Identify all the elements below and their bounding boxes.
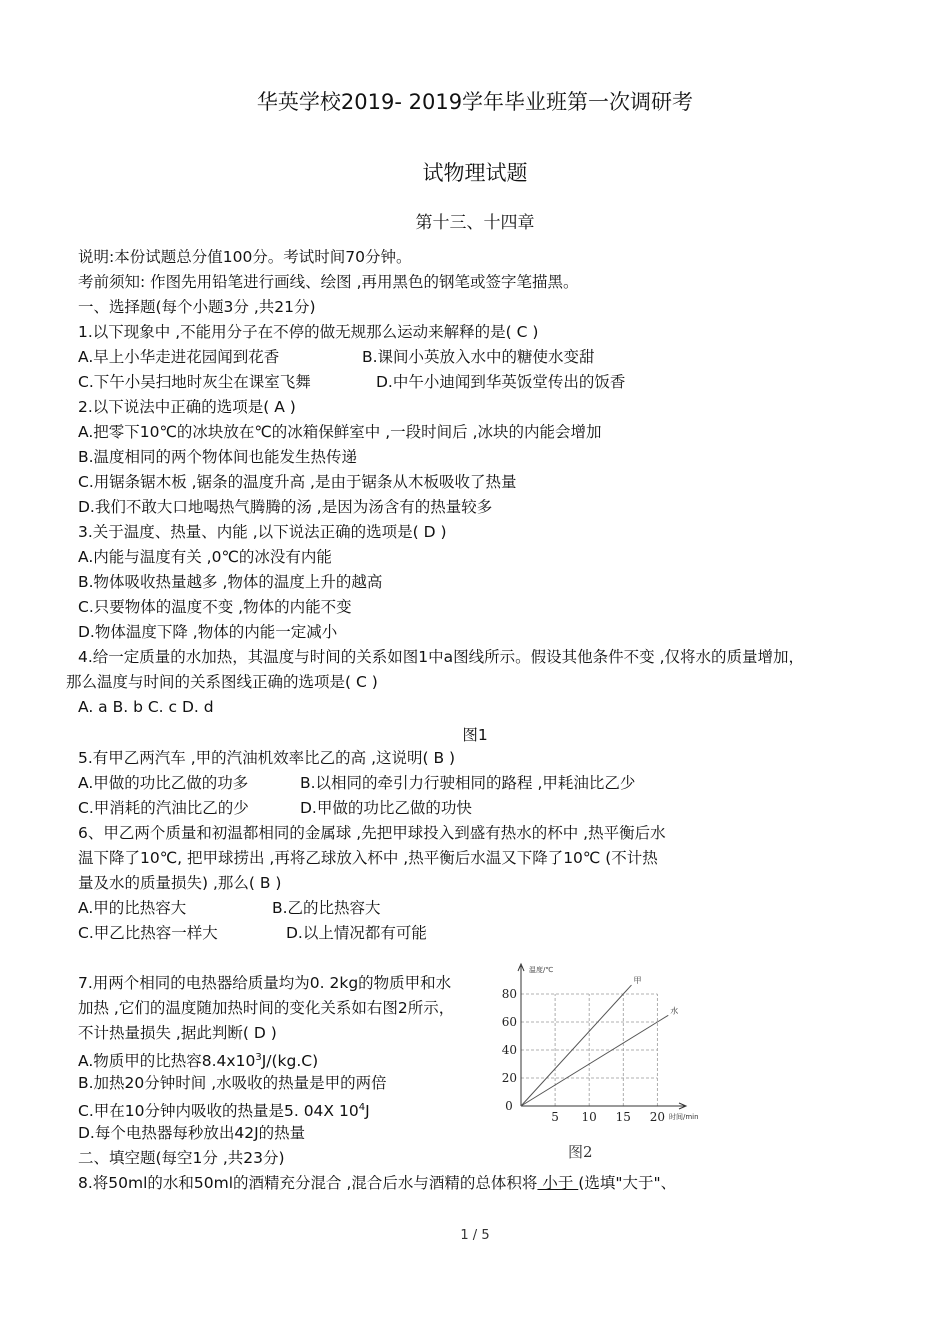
series-line-0 (521, 985, 631, 1106)
q2-option-c: C.用锯条锯木板 ,锯条的温度升高 ,是由于锯条从木板吸收了热量 (78, 473, 517, 491)
page-number: 1 / 5 (460, 1228, 490, 1243)
figure-1-caption: 图1 (462, 726, 488, 744)
q6-option-c: C.甲乙比热容一样大 (78, 924, 218, 942)
title-line-2: 试物理试题 (422, 161, 528, 185)
series-label: 水 (670, 1006, 679, 1016)
q8-stem: 8.将50ml的水和50ml的酒精充分混合 ,混合后水与酒精的总体积将 小于 (选填"大于"、 (78, 1174, 677, 1192)
title-line-1: 华英学校2019- 2019学年毕业班第一次调研考 (256, 90, 694, 114)
x-tick-label: 10 (581, 1110, 597, 1124)
q7-option-c: C.甲在10分钟内吸收的热量是5. 04X $10^4J$ (78, 1102, 370, 1121)
q6-stem-1: 6、甲乙两个质量和初温都相同的金属球 ,先把甲球投入到盛有热水的杯中 ,热平衡后水 (78, 824, 666, 842)
y-tick-label: 40 (501, 1043, 517, 1057)
q7-option-a: A.物质甲的比热容$8.4x10^3J/(kg.C)$ (78, 1052, 319, 1071)
q6-option-b: B.乙的比热容大 (272, 899, 381, 917)
q7-stem-3: 不计热量损失 ,据此判断( D ) (78, 1024, 277, 1042)
x-tick-label: 0 (505, 1099, 513, 1113)
q3-option-c: C.只要物体的温度不变 ,物体的内能不变 (78, 598, 352, 616)
exam-note: 说明:本份试题总分值100分。考试时间70分钟。 (78, 248, 412, 266)
q6-option-d: D.以上情况都有可能 (286, 924, 427, 942)
q4-stem-2: 那么温度与时间的关系图线正确的选项是( C ) (66, 673, 378, 691)
exam-instructions: 考前须知: 作图先用铅笔进行画线、绘图 ,再用黑色的钢笔或签字笔描黑。 (78, 273, 579, 291)
q5-option-b: B.以相同的牵引力行驶相同的路程 ,甲耗油比乙少 (300, 774, 636, 792)
q2-option-b: B.温度相同的两个物体间也能发生热传递 (78, 448, 358, 466)
q5-option-a: A.甲做的功比乙做的功多 (78, 774, 249, 792)
q5-option-c: C.甲消耗的汽油比乙的少 (78, 799, 249, 817)
q7-stem-1: 7.用两个相同的电热器给质量均为0. 2kg的物质甲和水 (78, 974, 452, 992)
q1-option-c: C.下午小吴扫地时灰尘在课室飞舞 (78, 373, 311, 391)
section-1-heading: 一、选择题(每个小题3分 ,共21分) (78, 298, 316, 316)
x-tick-label: 20 (649, 1110, 666, 1124)
q8-answer: 小于 (537, 1174, 579, 1192)
x-tick-label: 15 (615, 1110, 631, 1124)
subtitle: 第十三、十四章 (415, 213, 535, 233)
q2-option-d: D.我们不敢大口地喝热气腾腾的汤 ,是因为汤含有的热量较多 (78, 498, 493, 516)
y-tick-label: 20 (501, 1071, 517, 1085)
q6-stem-3: 量及水的质量损失) ,那么( B ) (78, 874, 282, 892)
figure-2-caption: 图2 (568, 1143, 593, 1161)
q3-option-a: A.内能与温度有关 ,0℃的冰没有内能 (78, 548, 332, 566)
q6-stem-2: 温下降了10℃, 把甲球捞出 ,再将乙球放入杯中 ,热平衡后水温又下降了10℃ (不计热 (78, 849, 658, 867)
q1-option-d: D.中午小迪闻到华英饭堂传出的饭香 (376, 373, 626, 391)
x-tick-label: 5 (551, 1110, 559, 1124)
figure-2-chart (493, 958, 718, 1128)
series-label: 甲 (633, 976, 642, 986)
q1-option-a: A.早上小华走进花园闻到花香 (78, 348, 280, 366)
q3-option-b: B.物体吸收热量越多 ,物体的温度上升的越高 (78, 573, 383, 591)
y-tick-label: 60 (501, 1015, 517, 1029)
q7-option-d: D.每个电热器每秒放出42J的热量 (78, 1124, 306, 1142)
q3-option-d: D.物体温度下降 ,物体的内能一定减小 (78, 623, 338, 641)
q5-option-d: D.甲做的功比乙做的功快 (300, 799, 472, 817)
q1-option-b: B.课间小英放入水中的糖使水变甜 (362, 348, 595, 366)
q4-stem-1: 4.给一定质量的水加热，其温度与时间的关系如图1中a图线所示。假设其他条件不变 ,仅将水的质量增加， (78, 648, 805, 666)
y-axis-label: 温度/℃ (529, 966, 554, 974)
q1-stem: 1.以下现象中 ,不能用分子在不停的做无规那么运动来解释的是( C ) (78, 323, 539, 341)
q7-option-b: B.加热20分钟时间 ,水吸收的热量是甲的两倍 (78, 1074, 387, 1092)
q4-options: A. a B. b C. c D. d (78, 698, 214, 716)
y-tick-label: 80 (501, 987, 517, 1001)
q7-stem-2: 加热 ,它们的温度随加热时间的变化关系如右图2所示， (78, 999, 455, 1017)
q3-stem: 3.关于温度、热量、内能 ,以下说法正确的选项是( D ) (78, 523, 447, 541)
section-2-heading: 二、填空题(每空1分 ,共23分) (78, 1149, 285, 1167)
series-line-1 (521, 1015, 668, 1106)
q2-option-a: A.把零下10℃的冰块放在℃的冰箱保鲜室中 ,一段时间后 ,冰块的内能会增加 (78, 423, 602, 441)
q6-option-a: A.甲的比热容大 (78, 899, 187, 917)
q2-stem: 2.以下说法中正确的选项是( A ) (78, 398, 296, 416)
x-axis-label: 时间/min (669, 1113, 699, 1121)
q5-stem: 5.有甲乙两汽车 ,甲的汽油机效率比乙的高 ,这说明( B ) (78, 749, 456, 767)
